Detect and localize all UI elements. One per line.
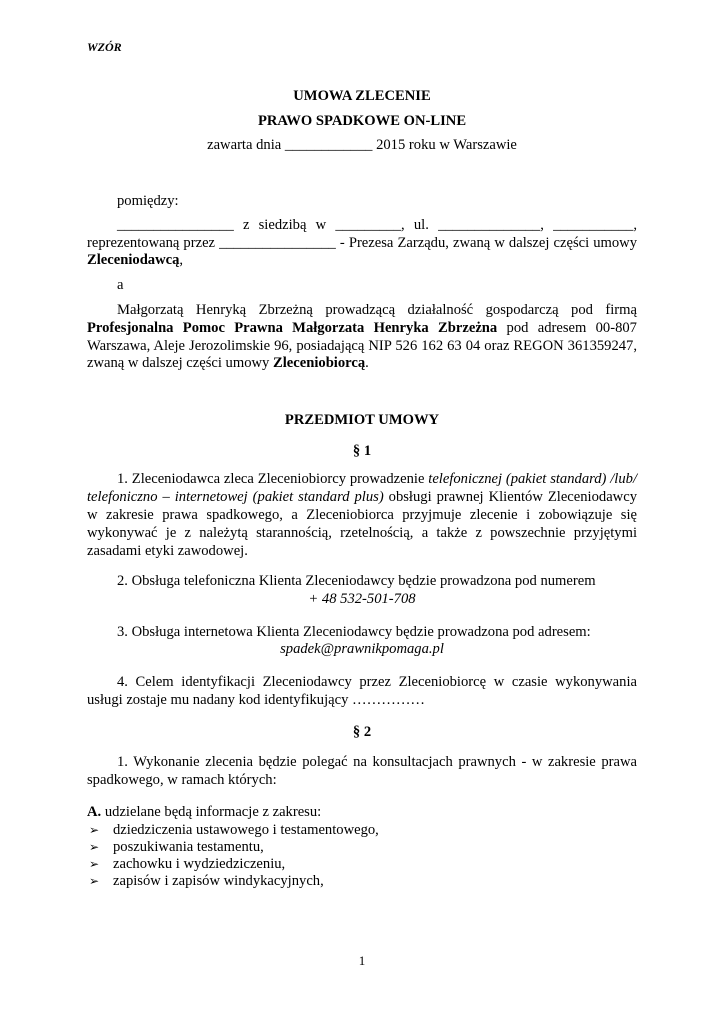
- party2-line3: Warszawa, Aleje Jerozolimskie 96, posiadającą NIP 526 162 63 04 oraz REGON 361359247,: [87, 338, 637, 354]
- arrow-bullet-icon: ➢: [89, 823, 100, 837]
- between-label: pomiędzy:: [117, 193, 179, 209]
- contractor-role: Zleceniobiorcą: [273, 355, 366, 371]
- list-item: ➢ zachowku i wydziedziczeniu,: [89, 856, 286, 872]
- s1p1-line5: zasadami etyki zawodowej.: [87, 543, 248, 559]
- party2-line2: Profesjonalna Pomoc Prawna Małgorzata Henryka Zbrzeżna pod adresem 00-807: [87, 320, 637, 336]
- list-item: ➢ zapisów i zapisów windykacyjnych,: [89, 873, 324, 889]
- contract-title: UMOWA ZLECENIE: [293, 88, 431, 104]
- s1p1-line1: 1. Zleceniodawca zleca Zleceniobiorcy prowadzenie telefonicznej (pakiet standard) /lub/: [117, 471, 637, 487]
- s1p4-line2: usługi zostaje mu nadany kod identyfikujący ……………: [87, 692, 426, 708]
- party1-line2: reprezentowaną przez ________________ - Prezesa Zarządu, zwaną w dalszej części umowy: [87, 235, 637, 251]
- list-item: ➢ poszukiwania testamentu,: [89, 839, 264, 855]
- s2a-line: A. udzielane będą informacje z zakresu:: [87, 804, 322, 820]
- point-a-label: A.: [87, 804, 102, 820]
- s1p1-line4: wykonywać je z należytą starannością, rzetelnością, a także z powszechnie przyjętymi: [87, 525, 637, 541]
- page-number: 1: [358, 953, 366, 968]
- party1-line3: Zleceniodawcą,: [87, 252, 184, 268]
- email-address: spadek@prawnikpomaga.pl: [280, 641, 444, 657]
- party1-line1: ________________ z siedzibą w _________, ul. ______________, ___________,: [117, 217, 637, 233]
- contract-subtitle: PRAWO SPADKOWE ON-LINE: [257, 113, 467, 129]
- arrow-bullet-icon: ➢: [89, 857, 100, 871]
- template-stamp: WZÓR: [87, 40, 122, 54]
- party2-line1: Małgorzatą Henryką Zbrzeżną prowadzącą działalność gospodarczą pod firmą: [117, 302, 637, 318]
- s2p1-line1: 1. Wykonanie zlecenia będzie polegać na konsultacjach prawnych - w zakresie prawa: [117, 754, 637, 770]
- paragraph-sign-1: § 1: [352, 443, 372, 459]
- s1p1-line3: w zakresie prawa spadkowego, a Zleceniobiorca przyjmuje zlecenie i zobowiązuje się: [87, 507, 637, 523]
- paragraph-sign-2: § 2: [352, 724, 372, 740]
- contract-date-line: zawarta dnia ____________ 2015 roku w Warszawie: [207, 137, 517, 153]
- arrow-bullet-icon: ➢: [89, 840, 100, 854]
- client-role: Zleceniodawcą: [87, 252, 180, 268]
- and-label: a: [117, 277, 124, 293]
- s1p2-line1: 2. Obsługa telefoniczna Klienta Zleceniodawcy będzie prowadzona pod numerem: [117, 573, 596, 589]
- section-heading-subject: PRZEDMIOT UMOWY: [284, 412, 440, 428]
- s2p1-line2: spadkowego, w ramach których:: [87, 772, 277, 788]
- phone-number: + 48 532-501-708: [308, 591, 416, 607]
- s1p1-line2: telefoniczno – internetowej (pakiet standard plus) obsługi prawnej Klientów Zleceniodawcy: [87, 489, 637, 505]
- party2-line4: zwaną w dalszej części umowy Zleceniobiorcą.: [87, 355, 369, 371]
- s1p3-line1: 3. Obsługa internetowa Klienta Zleceniodawcy będzie prowadzona pod adresem:: [117, 624, 591, 640]
- arrow-bullet-icon: ➢: [89, 874, 100, 888]
- list-item: ➢ dziedziczenia ustawowego i testamentowego,: [89, 822, 379, 838]
- s1p4-line1: 4. Celem identyfikacji Zleceniodawcy przez Zleceniobiorcę w czasie wykonywania: [117, 674, 637, 690]
- contractor-firm-name: Profesjonalna Pomoc Prawna Małgorzata Henryka Zbrzeżna: [87, 320, 498, 336]
